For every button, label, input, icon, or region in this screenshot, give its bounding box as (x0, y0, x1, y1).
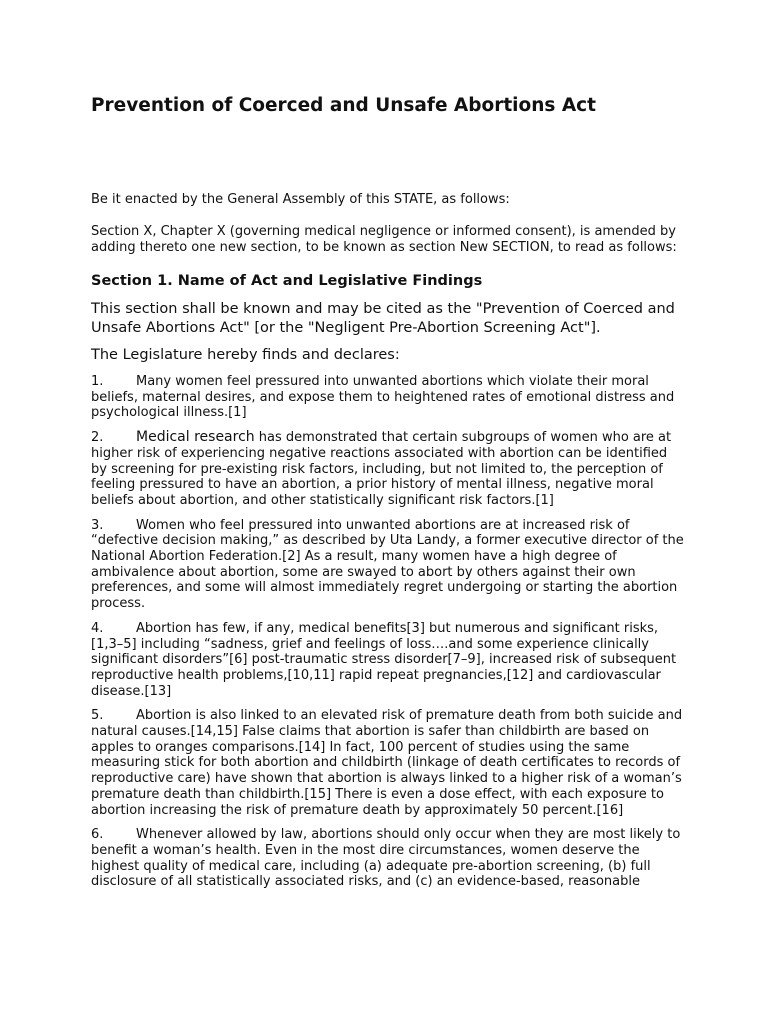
document-title: Prevention of Coerced and Unsafe Abortions Act (91, 95, 596, 116)
enacting-clause: Be it enacted by the General Assembly of this STATE, as follows: (91, 192, 510, 207)
finding-number: 4. (91, 620, 104, 636)
finding-text: has demonstrated that certain subgroups of women who are at higher risk of experiencing negative reactions associated with abortion can be identified by screening for pre-existing risk factors, including, but not limited to, the perception of feeling pressured to have an abortion, a prior history of mental illness, negative moral beliefs about abortion, and other statistically significant risk factors.[1] (91, 430, 672, 508)
section-1-heading: Section 1. Name of Act and Legislative Findings (91, 273, 483, 289)
finding-text: Whenever allowed by law, abortions should only occur when they are most likely to benefit a woman’s health. Even in the most dire circumstances, women deserve the highest quality of medical care, including (a) adequate pre-abortion screening, (b) full disclosure of all statistically associated risks, and (c) an evidence-based, reasonable (91, 827, 681, 890)
finding-number: 5. (91, 708, 104, 724)
finding-number: 3. (91, 517, 104, 533)
amending-clause: Section X, Chapter X (governing medical negligence or informed consent), is amended by adding thereto one new section, to be known as section New SECTION, to read as follows: (91, 224, 677, 255)
finding-1 (91, 374, 684, 421)
finding-text: Women who feel pressured into unwanted abortions are at increased risk of “defective decision making,” as described by Uta Landy, a former executive director of the National Abortion Federation.[2] As a result, many women have a high degree of ambivalence about abortion, some are swayed to abort by others against their own preferences, and some will almost immediately regret undergoing or starting the abortion process. (91, 517, 684, 612)
findings-intro: The Legislature hereby finds and declares: (91, 347, 400, 363)
finding-6 (91, 827, 684, 890)
finding-text: Abortion has few, if any, medical benefits[3] but numerous and significant risks,[1,3–5] including “sadness, grief and feelings of loss….and some experience clinically significant disorders”[6] post-traumatic stress disorder[7–9], increased risk of subsequent reproductive health problems,[10,11] rapid repeat pregnancies,[12] and cardiovascular disease.[13] (91, 620, 677, 699)
finding-text: Many women feel pressured into unwanted abortions which violate their moral beliefs, maternal desires, and expose them to heightened rates of emotional distress and psychological illness.[1] (91, 374, 675, 421)
finding-number: 6. (91, 827, 104, 843)
finding-3 (91, 518, 684, 612)
finding-number: 2. (91, 430, 104, 446)
finding-text: Abortion is also linked to an elevated risk of premature death from both suicide and natural causes.[14,15] False claims that abortion is safer than childbirth are based on apples to oranges comparisons.[14] In fact, 100 percent of studies using the same measuring stick for both abortion and childbirth (linkage of death certificates to records of reproductive care) have shown that abortion is always linked to a higher risk of a woman’s premature death than childbirth.[15] There is even a dose effect, with each exposure to abortion increasing the risk of premature death by approximately 50 percent.[16] (91, 708, 683, 818)
finding-4 (91, 621, 684, 700)
finding-2 (91, 430, 684, 509)
finding-number: 1. (91, 374, 104, 389)
section-1-citation: This section shall be known and may be cited as the "Prevention of Coerced and Unsafe Abortions Act" [or the "Negligent Pre-Abortion Screening Act"]. (91, 301, 675, 336)
finding-5 (91, 708, 684, 818)
finding-lead: Medical research (136, 429, 255, 446)
